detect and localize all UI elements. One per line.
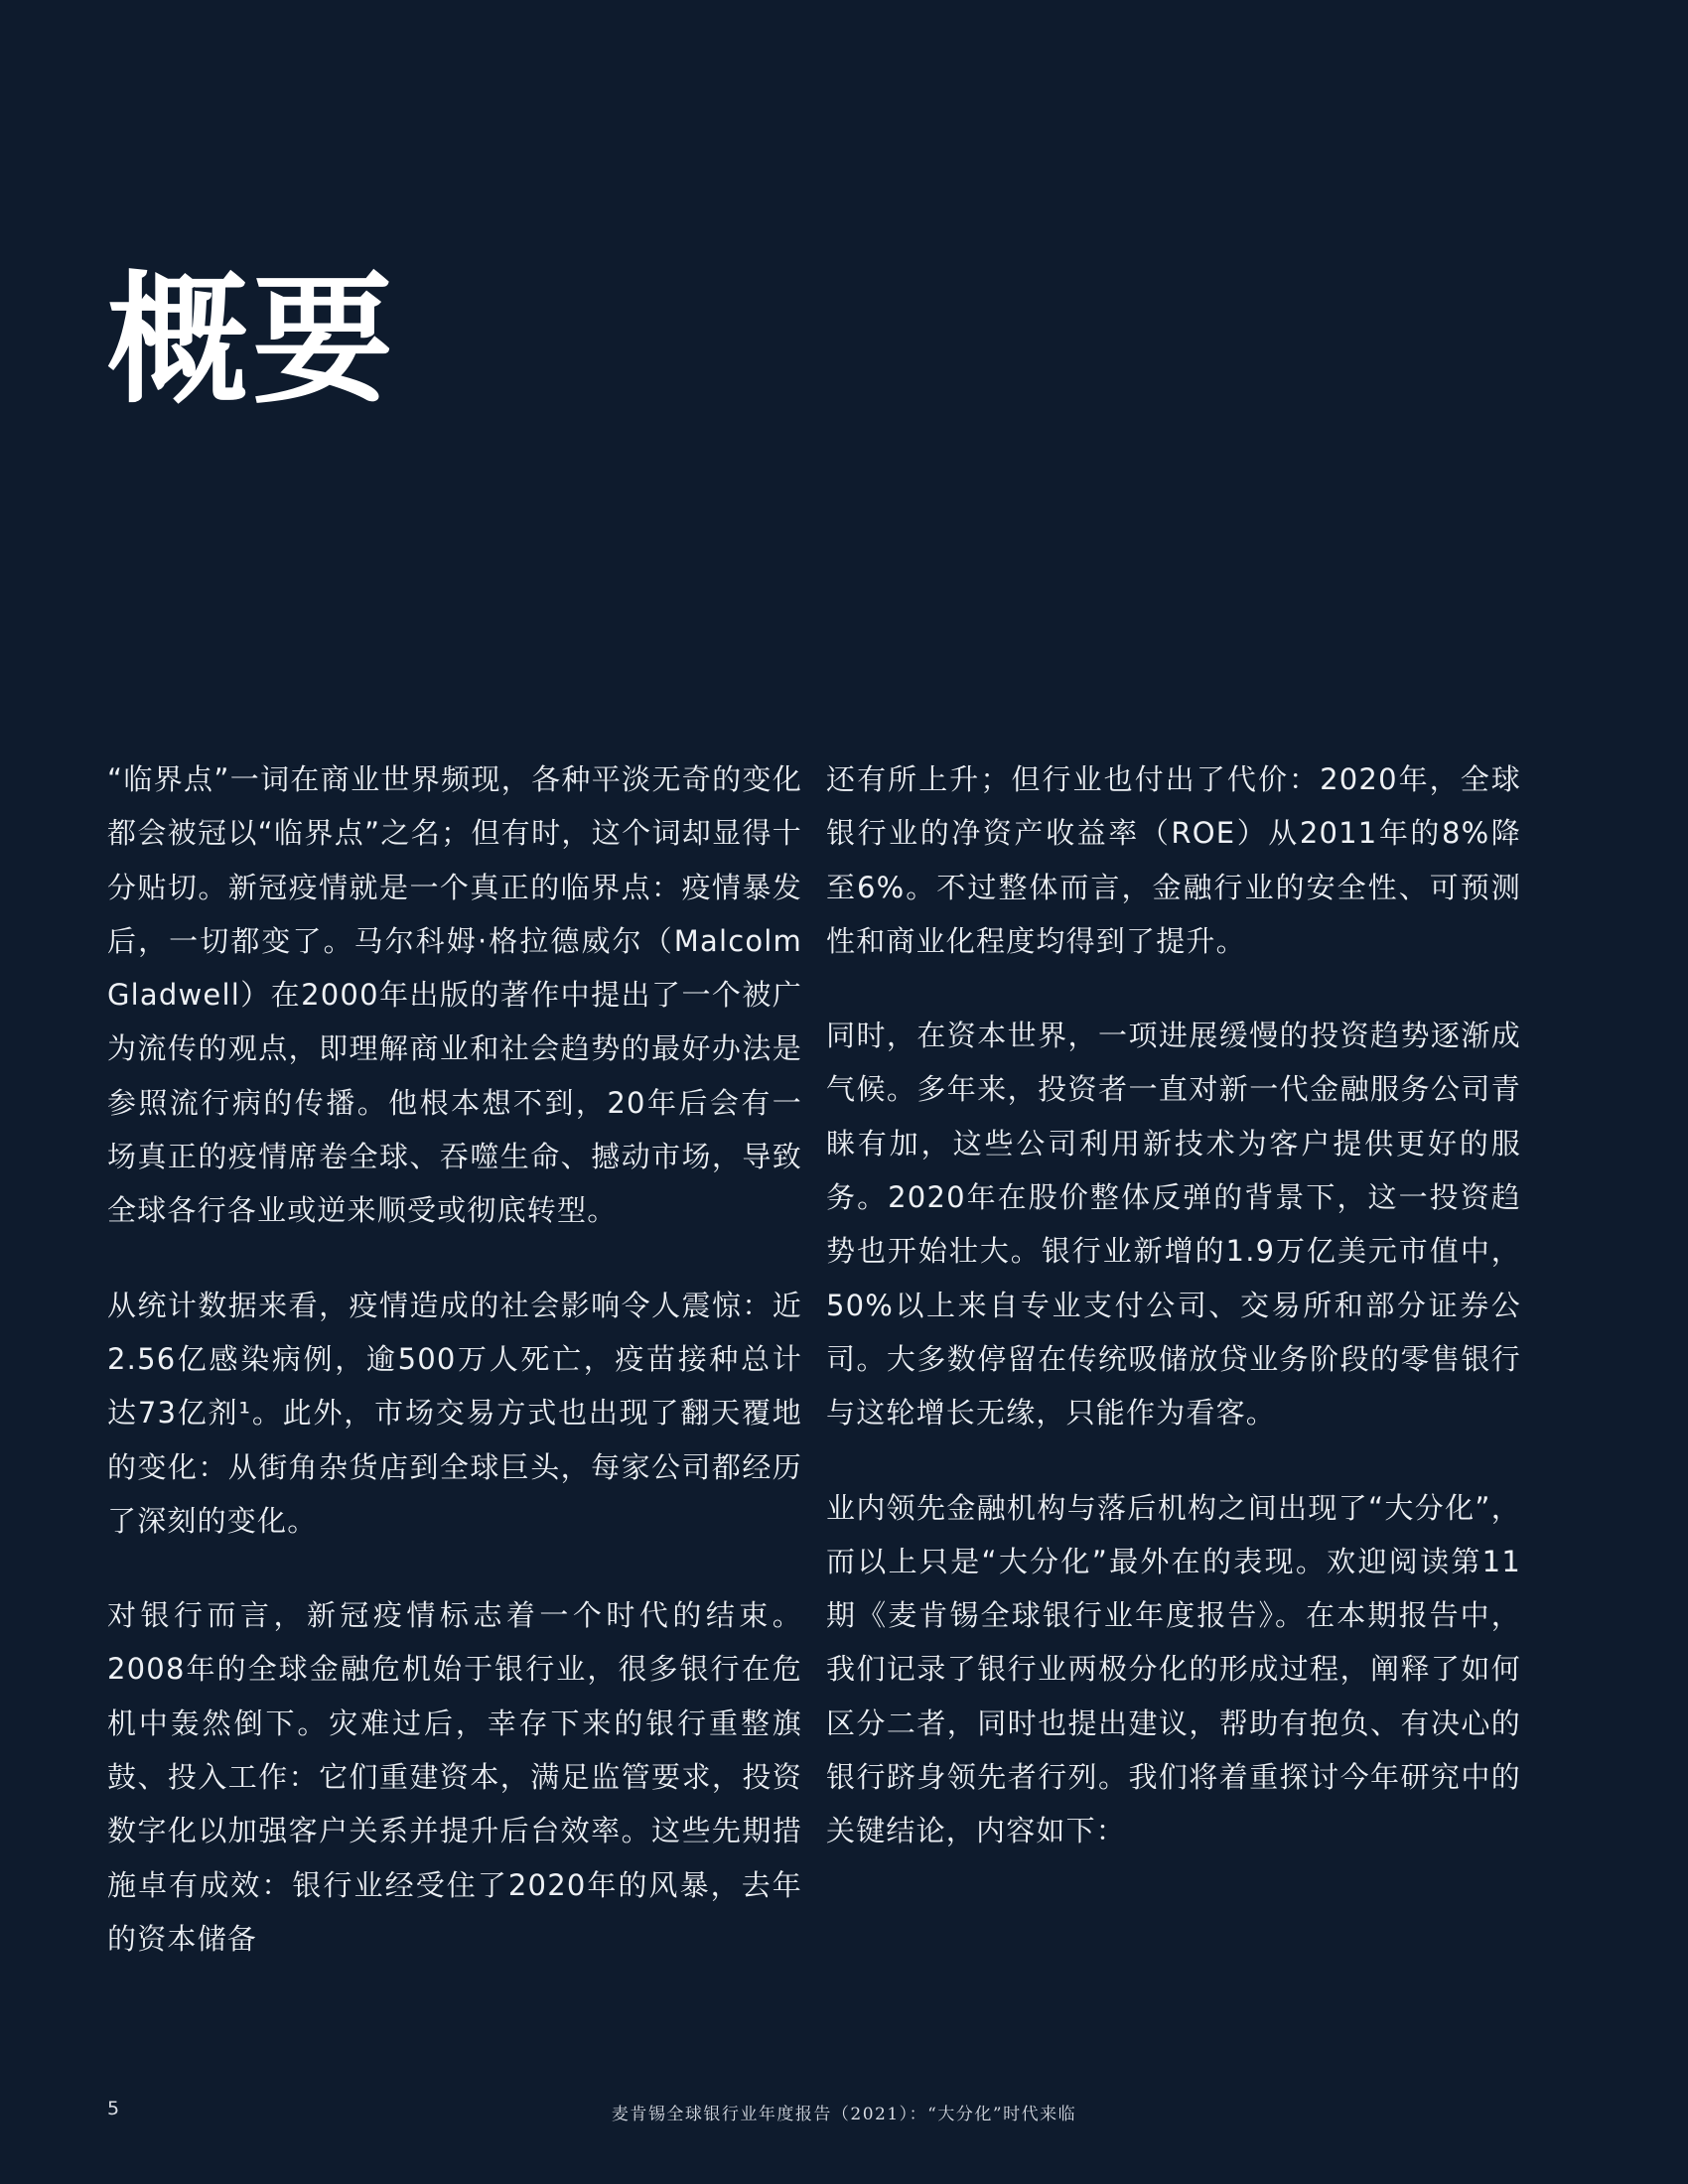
- paragraph-great-divergence: 业内领先金融机构与落后机构之间出现了“大分化”，而以上只是“大分化”最外在的表现。欢迎阅读第11期《麦肯锡全球银行业年度报告》。在本期报告中，我们记录了银行业两极分化的形成过程，阐释了如何区分二者，同时也提出建议，帮助有抱负、有决心的银行跻身领先者行列。我们将着重探讨今年研究中的关键结论，内容如下：: [826, 1490, 1521, 1848]
- paragraph-statistics: 从统计数据来看，疫情造成的社会影响令人震惊：近2.56亿感染病例，逾500万人死亡，疫苗接种总计达73亿剂¹。此外，市场交易方式也出现了翻天覆地的变化：从街角杂货店到全球巨头，每家公司都经历了深刻的变化。: [107, 1288, 802, 1538]
- footer-report-title: 麦肯锡全球银行业年度报告（2021）：“大分化”时代来临: [611, 2105, 1077, 2124]
- right-column: [826, 752, 1521, 1899]
- paragraph-roe: 还有所上升；但行业也付出了代价：2020年，全球银行业的净资产收益率（ROE）从2011年的8%降至6%。不过整体而言，金融行业的安全性、可预测性和商业化程度均得到了提升。: [826, 762, 1521, 958]
- page-title: 概要: [107, 258, 397, 423]
- paragraph-banks-era: 对银行而言，新冠疫情标志着一个时代的结束。2008年的全球金融危机始于银行业，很多银行在危机中轰然倒下。灾难过后，幸存下来的银行重整旗鼓、投入工作：它们重建资本，满足监管要求，投资数字化以加强客户关系并提升后台效率。这些先期措施卓有成效：银行业经受住了2020年的风暴，去年的资本储备: [107, 1598, 802, 1956]
- page-number: 5: [107, 2098, 120, 2119]
- left-column: [107, 752, 802, 2006]
- paragraph-tipping-point: “临界点”一词在商业世界频现，各种平淡无奇的变化都会被冠以“临界点”之名；但有时，这个词却显得十分贴切。新冠疫情就是一个真正的临界点：疫情暴发后，一切都变了。马尔科姆·格拉德威尔（Malcolm Gladwell）在2000年出版的著作中提出了一个被广为流传的观点，即理解商业和社会趋势的最好办法是参照流行病的传播。他根本想不到，20年后会有一场真正的疫情席卷全球、吞噬生命、撼动市场，导致全球各行各业或逆来顺受或彻底转型。: [107, 762, 802, 1228]
- paragraph-capital-world: 同时，在资本世界，一项进展缓慢的投资趋势逐渐成气候。多年来，投资者一直对新一代金融服务公司青睐有加，这些公司利用新技术为客户提供更好的服务。2020年在股价整体反弹的背景下，这一投资趋势也开始壮大。银行业新增的1.9万亿美元市值中，50%以上来自专业支付公司、交易所和部分证券公司。大多数停留在传统吸储放贷业务阶段的零售银行与这轮增长无缘，只能作为看客。: [826, 1019, 1521, 1431]
